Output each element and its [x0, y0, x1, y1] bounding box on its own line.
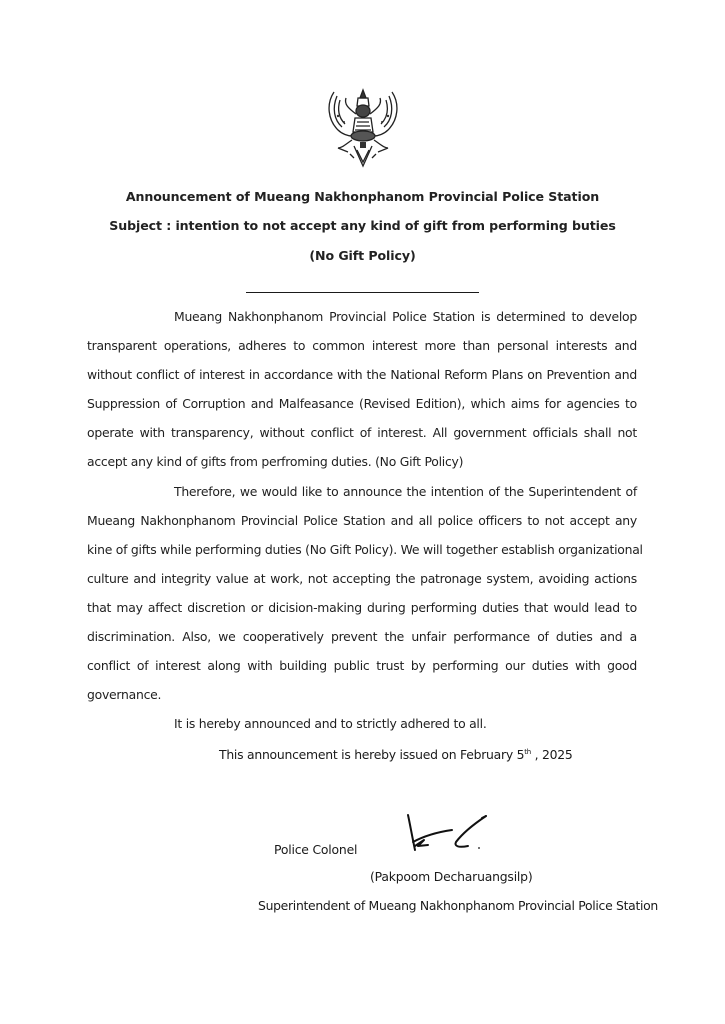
closing-statement: It is hereby announced and to strictly adhered to all.: [174, 716, 487, 731]
body-line: Mueang Nakhonphanom Provincial Police Station and all police officers to not accept any: [87, 513, 637, 528]
title-divider: [246, 292, 479, 293]
issue-year: , 2025: [530, 747, 573, 762]
body-line: Suppression of Corruption and Malfeasance (Revised Edition), which aims for agencies to: [87, 396, 637, 411]
body-line: discrimination. Also, we cooperatively prevent the unfair performance of duties and a: [87, 629, 637, 644]
body-line: transparent operations, adheres to common interest more than personal interests and: [87, 338, 637, 353]
signatory-name: (Pakpoom Decharuangsilp): [370, 869, 533, 884]
signatory-position: Superintendent of Mueang Nakhonphanom Provincial Police Station: [258, 898, 658, 913]
handwritten-signature-icon: [402, 812, 492, 858]
body-line: conflict of interest along with building public trust by performing our duties with good: [87, 658, 637, 673]
signatory-rank: Police Colonel: [274, 842, 358, 857]
announcement-subject: Subject : intention to not accept any kind of gift from performing buties: [109, 218, 616, 233]
ordinal-suffix: th: [524, 748, 531, 756]
announcement-title: Announcement of Mueang Nakhonphanom Provincial Police Station: [125, 189, 600, 204]
body-line: accept any kind of gifts from perfroming duties. (No Gift Policy): [87, 454, 464, 469]
body-line: culture and integrity value at work, not accepting the patronage system, avoiding actions: [87, 571, 637, 586]
issue-date-line: [219, 747, 573, 762]
body-line: operate with transparency, without conflict of interest. All government officials shall not: [87, 425, 637, 440]
body-line: Therefore, we would like to announce the intention of the Superintendent of: [174, 484, 637, 499]
garuda-emblem-icon: [324, 86, 402, 170]
body-line: that may affect discretion or dicision-making during performing duties that would lead to: [87, 600, 637, 615]
body-line: Mueang Nakhonphanom Provincial Police Station is determined to develop: [174, 309, 637, 324]
body-line: kine of gifts while performing duties (No Gift Policy). We will together establish organizational: [87, 542, 643, 557]
announcement-policy-name: (No Gift Policy): [309, 248, 416, 263]
body-line: without conflict of interest in accordance with the National Reform Plans on Prevention and: [87, 367, 637, 382]
issue-date-text: This announcement is hereby issued on February 5: [219, 747, 525, 762]
body-line: governance.: [87, 687, 162, 702]
